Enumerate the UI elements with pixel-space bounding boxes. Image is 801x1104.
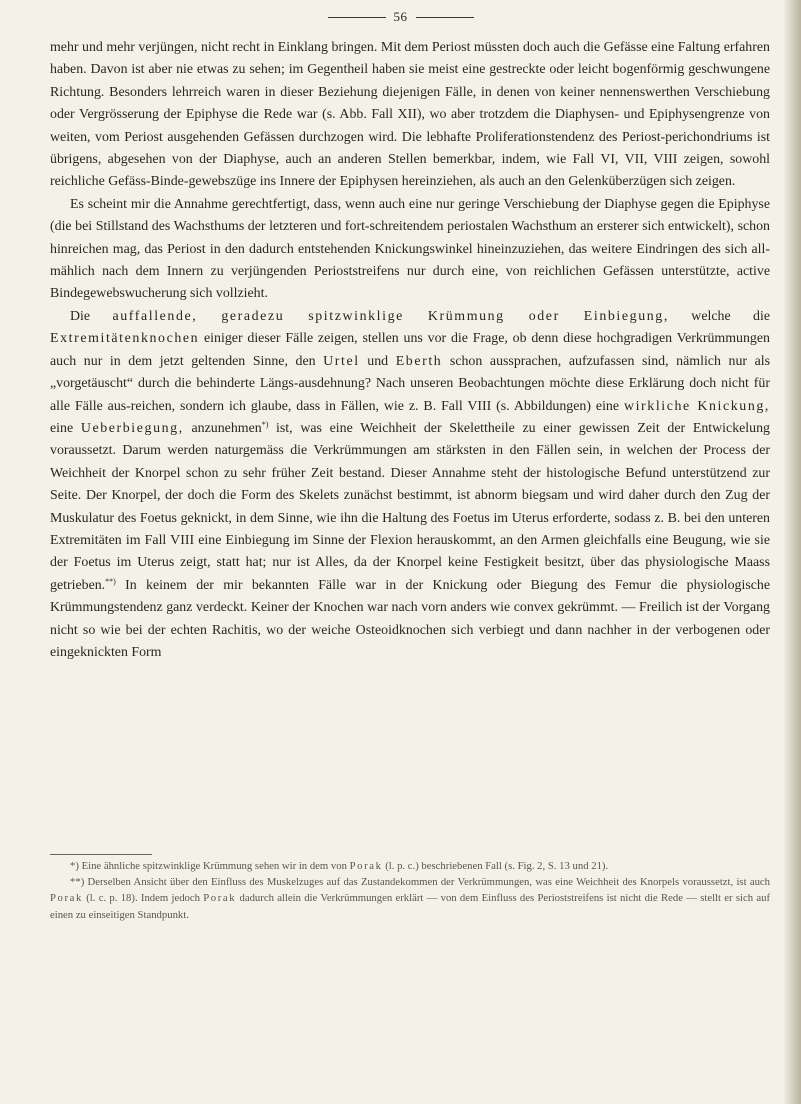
text-run: Die: [70, 308, 113, 324]
text-run: schon aussprachen, aufzufassen sind, nämlich nur als „vorgetäuscht“ durch die behinderte Längs-ausdehnung? Nach unseren Beobachtungen möchte diese Erklärung doch nicht für alle Fälle aus-reichen, sondern ich glaube, dass in Fällen, wie z. B. Fall VIII (s. Abbildungen) eine: [50, 353, 771, 414]
paragraph: [50, 194, 770, 306]
main-text: [50, 37, 770, 664]
spaced-emphasis: Eberth: [395, 353, 443, 369]
spaced-emphasis: Ueberbiegung,: [80, 420, 184, 436]
page-number: 56: [393, 9, 408, 24]
header-rule-left: [328, 17, 386, 18]
spaced-emphasis: Porak: [349, 860, 383, 872]
spaced-emphasis: Urtel: [323, 353, 360, 369]
text-run: In keinem der mir bekannten Fälle war in der Knickung oder Biegung des Femur die physiologische Krümmungstendenz ganz verdeckt. Keiner der Knochen war nach vorn anders wie convex gekrümmt. — Freilich ist der Vorgang nicht so wie bei der echten Rachitis, wo der weiche Osteoidknochen sich verbiegt und dann nachher in der verbogenen oder eingeknickten Form: [50, 577, 770, 660]
text-run: Es scheint mir die Annahme gerechtfertigt, dass, wenn auch eine nur geringe Verschiebung der Diaphyse gegen die Epiphyse (die bei Stillstand des Wachsthums der letzteren und fort-schreitendem periostalen Wachsthum an ersterer sich entwickelt), schon hinreichen mag, das Periost in den dadurch entstehenden Knickungswinkel hineinzuziehen, das weitere Eindringen des sich all-mählich nach dem Innern zu verjüngenden Perioststreifens nur durch eine, von reichlichen Gefässen unterstützte, active Bindegewebswucherung sich vollzieht.: [50, 196, 770, 302]
page-edge-shadow: [783, 0, 801, 1104]
spaced-emphasis: auffallende, geradezu spitzwinklige Krümmung oder Einbiegung,: [112, 308, 669, 324]
text-run: eine: [50, 420, 81, 436]
text-run: (l. c. p. 18). Indem jedoch: [82, 892, 204, 905]
footnote-rule: [50, 854, 152, 855]
text-run: ist, was eine Weichheit der Skelettheile zu einer gewissen Zeit der Entwickelung voraussetzt. Darum werden naturgemäss die Verkrümmungen am stärksten in den Fällen sein, in welchen der Process der Weichheit der Knorpel schon zu sehr früher Zeit bestand. Dieser Annahme steht der histologische Befund unterstützend zur Seite. Der Knorpel, der doch die Form des Skelets zunächst bestimmt, ist abnorm biegsam und wird daher durch den Zug der Muskulatur des Foetus geknickt, in dem Sinne, wie ihn die Haltung des Foetus im Uterus erforderte, sodass z. B. bei den unteren Extremitäten im Fall VIII eine Einbiegung im Sinne der Flexion herauskommt, an den Armen gleichfalls eine Beugung, wie sie der Foetus im Uterus zeigt, statt hat; nur ist Alles, da der Knorpel keine Festigkeit besitzt, über das physiologische Maass getrieben.: [50, 420, 770, 593]
text-run: (l. p. c.) beschriebenen Fall (s. Fig. 2, S. 13 und 21).: [382, 860, 609, 872]
text-run: einiger dieser Fälle zeigen, stellen uns vor die Frage, ob denn diese hochgradigen Verkrümmungen auch nur in dem jetzt geltenden Sinne, den: [50, 331, 770, 369]
footnote-marker: **): [105, 576, 116, 586]
text-run: *) Eine ähnliche spitzwinklige Krümmung sehen wir in dem von: [70, 860, 350, 872]
footnote: [50, 858, 770, 874]
spaced-emphasis: Porak: [203, 892, 237, 905]
text-run: dadurch allein die Verkrümmungen erklärt — von dem Einfluss des Perioststreifens ist nicht die Rede — stellt er sich auf einen zu einseitigen Standpunkt.: [50, 892, 770, 921]
spaced-emphasis: Extremitätenknochen: [50, 331, 200, 347]
text-run: mehr und mehr verjüngen, nicht recht in Einklang bringen. Mit dem Periost müssten doch auch die Gefässe eine Faltung erfahren haben. Davon ist aber nie etwas zu sehen; im Gegentheil haben sie meist eine gestreckte oder leicht bogenförmig geschwungene Richtung. Besonders lehrreich waren in dieser Beziehung diejenigen Fälle, in denen von keiner nennenswerthen Verschiebung oder Vergrösserung der Epiphyse die Rede war (s. Abb. Fall XII), wo aber trotzdem die Diaphysen- und Epiphysengrenze von weiten, vom Periost ausgehenden Gefässen durchzogen wird. Die lebhafte Proliferationstendenz des Periost-perichondriums ist übrigens, abgesehen von der Diaphyse, auch an anderen Stellen bemerkbar, indem, wie Fall VI, VII, VIII zeigen, sowohl reichliche Gefäss-Binde-gewebszüge ins Innere der Epiphysen hereinziehen, als auch an den Gelenküberzügen sich zeigen.: [50, 40, 770, 190]
page-header: [0, 6, 801, 28]
footnote-marker: *): [261, 419, 269, 429]
spaced-emphasis: Porak: [50, 892, 83, 905]
text-run: anzunehmen: [183, 420, 262, 436]
text-run: **) Derselben Ansicht über den Einfluss des Muskelzuges auf das Zustandekommen der Verkrümmungen, was eine Weichheit des Knorpels voraussetzt, ist auch: [70, 876, 770, 889]
spaced-emphasis: wirkliche Knickung,: [623, 398, 770, 414]
footnote: [50, 874, 770, 923]
text-run: welche die: [668, 308, 770, 324]
paragraph: [50, 306, 770, 665]
footnotes: [50, 858, 770, 923]
text-run: und: [359, 353, 396, 369]
paragraph: [50, 37, 770, 194]
header-rule-right: [416, 17, 474, 18]
